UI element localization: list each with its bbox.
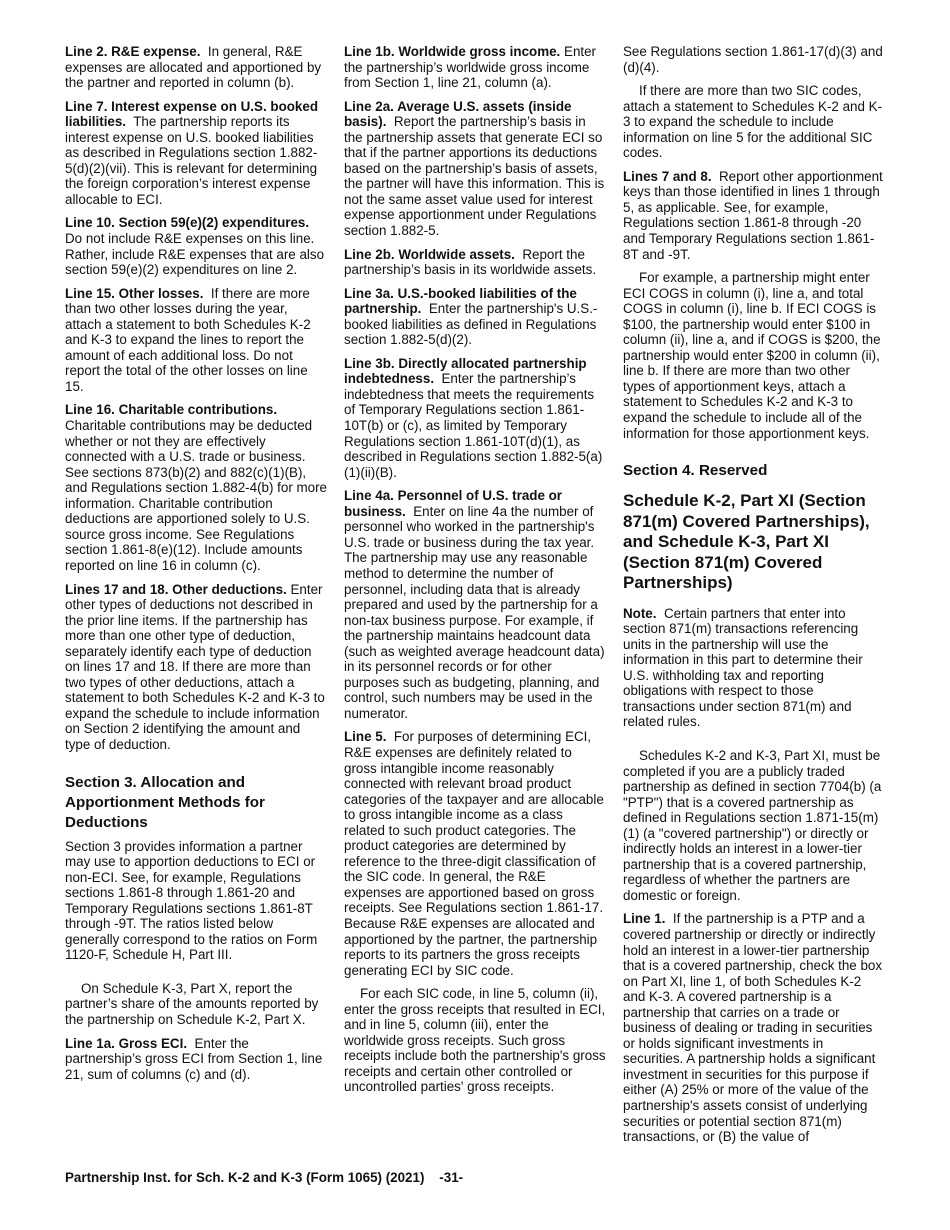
paragraph-cogs-example: For example, a partnership might enter ECI COGS in column (i), line a, and total COGS in column (i), line b. If ECI COGS is $100, the partnership would enter $100 in column (ii), line a, and if COGS is $200, the partnership would enter $200 in column (ii), line b. If there are more than two other types of apportionment keys, attach a statement to Schedules K-2 and K-3 to expand the schedule to include all of the information for those apportionment keys. — [623, 270, 881, 441]
paragraph-ptp-requirement: Schedules K-2 and K-3, Part XI, must be completed if you are a publicly traded partnership as defined in section 7704(b) (a "PTP") that is a covered partnership as defined in Regulations section 1.871-15(m)(1) (a "covered partnership") or directly or indirectly holds an interest in a lower-tier partnership that is a covered partnership, regardless of whether the partners are domestic or foreign. — [623, 748, 882, 903]
schedule-part-xi-heading: Schedule K-2, Part XI (Section 871(m) Covered Partnerships), and Schedule K-3, Part XI (Section 871(m) Covered Partnerships) — [623, 491, 870, 593]
paragraph-text: Report the partnership’s basis in the partnership assets that generate ECI so that if the partner apportions its deductions based on the partnership’s basis of assets, the partner will have this information. This is not the same asset value used for interest expense apportionment under Regulations section 1.882-5. — [344, 114, 605, 239]
paragraph-text: If the partnership is a PTP and a covered partnership or directly or indirectly hold an interest in a lower-tier partnership that is a covered partnership, check the box on Part XI, line 1, of both Schedules K-2 and K-3. A covered partnership is a partnership that carries on a trade or business of dealing or trading in securities or holds significant investments in securities. A partnership holds a significant investment in securities for this purpose if either (A) 25% or more of the value of the partnership's assets consist of underlying securities or potential section 871(m) transactions, or (B) the value of — [623, 911, 883, 1145]
paragraph-line-3a — [344, 286, 606, 348]
paragraph-line-2a — [344, 99, 606, 239]
paragraph-text: For purposes of determining ECI, R&E expenses are definitely related to gross intangible income reasonably connected with relevant broad product categories of the taxpayer and are allocable to gross intangible income as a class related to such product categories. The product categories are determined by reference to the three-digit classification of the SIC code. In general, the R&E expenses are apportioned based on gross receipts. See Regulations section 1.861-17. Because R&E expenses are allocated and apportioned by the partner, the partnership reports to its partners the gross receipts generating ECI by SIC code. — [344, 729, 604, 978]
paragraph-note — [623, 606, 885, 730]
paragraph-title: Line 2b. Worldwide assets. — [344, 246, 515, 262]
paragraph-section-3-intro: Section 3 provides information a partner may use to apportion deductions to ECI or non-ECI. See, for example, Regulations sections 1.861-8 through 1.861-20 and Temporary Regulations sections 1.861-8T through -9T. The ratios listed below generally correspond to the ratios on Form 1120-F, Schedule H, Part III. — [65, 838, 318, 963]
paragraph-line-2 — [65, 44, 327, 91]
paragraph-text: Charitable contributions may be deducted whether or not they are effectively connected with a U.S. trade or business. See sections 873(b)(2) and 882(c)(1)(B), and Regulations section 1.882-4(b) for more information. Charitable contribution deductions are apportioned solely to U.S. source gross income. See Regulations section 1.861-8(e)(12). Include amounts reported on line 16 in column (c). — [65, 418, 328, 573]
paragraph-line-2b — [344, 247, 606, 278]
footer-title: Partnership Inst. for Sch. K-2 and K-3 (Form 1065) (2021) — [65, 1170, 425, 1185]
paragraph-title: Line 2a. Average U.S. assets (inside basis). — [344, 98, 572, 130]
paragraph-sic-codes-statement: If there are more than two SIC codes, attach a statement to Schedules K-2 and K-3 to expand the schedule to include information on line 5 for the additional SIC codes. — [623, 83, 883, 161]
paragraph-title: Line 5. — [344, 729, 387, 745]
section-4-heading: Section 4. Reserved — [623, 462, 768, 480]
page-number: -31- — [439, 1170, 464, 1185]
paragraph-title: Line 16. Charitable contributions. — [65, 402, 278, 418]
paragraph-title: Line 1b. Worldwide gross income. — [344, 44, 561, 59]
column-1 — [65, 44, 327, 1090]
paragraph-text: Do not include R&E expenses on this line. Rather, include R&E expenses that are also section 59(e)(2) expenditures on line 2. — [65, 231, 325, 278]
paragraph-line-10 — [65, 215, 327, 277]
paragraph-line-1 — [623, 911, 885, 1144]
paragraph-title: Lines 17 and 18. Other deductions. — [65, 581, 287, 597]
paragraph-lines-7-8 — [623, 169, 885, 262]
paragraph-line-16 — [65, 402, 327, 573]
paragraph-text: Enter the partnership's U.S.-booked liabilities as defined in Regulations section 1.882-5(d)(2). — [344, 301, 598, 348]
page-footer — [65, 1170, 463, 1185]
column-3 — [623, 44, 885, 1153]
paragraph-regulations-ref: See Regulations section 1.861-17(d)(3) and (d)(4). — [623, 44, 883, 75]
paragraph-line-1b — [344, 44, 606, 91]
paragraph-text: Enter the partnership’s gross ECI from Section 1, line 21, sum of columns (c) and (d). — [65, 1035, 323, 1082]
paragraph-line-15 — [65, 286, 327, 395]
paragraph-title: Line 2. R&E expense. — [65, 44, 201, 59]
paragraph-title: Line 15. Other losses. — [65, 285, 204, 301]
paragraph-lines-17-18 — [65, 582, 327, 753]
paragraph-text: Report other apportionment keys than those identified in lines 1 through 5, as applicable. See, for example, Regulations section 1.861-8 through -20 and Temporary Regulations section 1.861-8T and -9T. — [623, 168, 883, 262]
paragraph-sic-code: For each SIC code, in line 5, column (ii), enter the gross receipts that resulted in ECI, and in line 5, column (iii), enter the worldwide gross receipts. Such gross receipts include both the partnership's gross receipts and certain other controlled or uncontrolled parties' gross receipts. — [344, 986, 606, 1095]
paragraph-title: Line 3b. Directly allocated partnership indebtedness. — [344, 355, 587, 387]
paragraph-title: Line 1a. Gross ECI. — [65, 1035, 188, 1051]
paragraph-text: Enter the partnership’s indebtedness that meets the requirements of Temporary Regulations section 1.861-10T(b) or (c), as limited by Temporary Regulations section 1.861-10T(d)(1), as described in Regulations section 1.882-5(a)(1)(ii)(B). — [344, 371, 603, 480]
paragraph-line-5 — [344, 729, 606, 978]
paragraph-text: Report the partnership’s basis in its worldwide assets. — [344, 246, 597, 278]
paragraph-line-4a — [344, 488, 606, 721]
column-2 — [344, 44, 606, 1103]
paragraph-text: Enter on line 4a the number of personnel who worked in the partnership's U.S. trade or business during the tax year. The partnership may use any reasonable method to determine the number of personnel, including data that is already prepared and used by the partnership for a non-tax business purpose. For example, if the partnership maintains headcount data (such as weighted average headcount data) in its personnel records or for other purposes such as budgeting, planning, and control, such numbers may be used in the numerator. — [344, 503, 605, 721]
paragraph-text: Certain partners that enter into section 871(m) transactions referencing units in the partnership will use the information in this part to determine their U.S. withholding tax and reporting obligations with respect to those transactions under section 871(m) and related rules. — [623, 605, 863, 730]
section-3-heading: Section 3. Allocation and Apportionment Methods for Deductions — [65, 773, 265, 831]
paragraph-schedule-k3-part-x: On Schedule K-3, Part X, report the partner’s share of the amounts reported by the partnership on Schedule K-2, Part X. — [65, 980, 319, 1027]
paragraph-title: Line 10. Section 59(e)(2) expenditures. — [65, 215, 310, 231]
paragraph-title: Line 1. — [623, 911, 666, 927]
paragraph-line-7 — [65, 99, 327, 208]
paragraph-text: The partnership reports its interest expense on U.S. booked liabilities as described in Regulations section 1.882-5(d)(2)(vii). This is relevant for determining the foreign corporation’s interest expense allocable to ECI. — [65, 114, 318, 207]
paragraph-title: Line 4a. Personnel of U.S. trade or business. — [344, 488, 563, 519]
paragraph-title: Lines 7 and 8. — [623, 168, 712, 184]
paragraph-text: If there are more than two other losses during the year, attach a statement to both Schedules K-2 and K-3 to expand the lines to report the amount of each additional loss. Do not report the total of the other losses on line 15. — [65, 285, 311, 394]
paragraph-text: Enter the partnership’s worldwide gross income from Section 1, line 21, column (a). — [344, 44, 597, 91]
paragraph-line-3b — [344, 356, 606, 480]
paragraph-title: Line 3a. U.S.-booked liabilities of the partnership. — [344, 285, 577, 317]
paragraph-title: Line 7. Interest expense on U.S. booked liabilities. — [65, 98, 318, 130]
paragraph-line-1a — [65, 1036, 327, 1083]
paragraph-text: In general, R&E expenses are allocated and apportioned by the partner and reported in column (b). — [65, 44, 322, 91]
paragraph-text: Enter other types of deductions not described in the prior line items. If the partnership has more than one other type of deduction, separately identify each type of deduction on lines 17 and 18. If there are more than two types of other deductions, attach a statement to both Schedules K-2 and K-3 to expand the schedule to include information on Section 2 identifying the amount and type of deduction. — [65, 581, 325, 752]
paragraph-title: Note. — [623, 605, 657, 621]
